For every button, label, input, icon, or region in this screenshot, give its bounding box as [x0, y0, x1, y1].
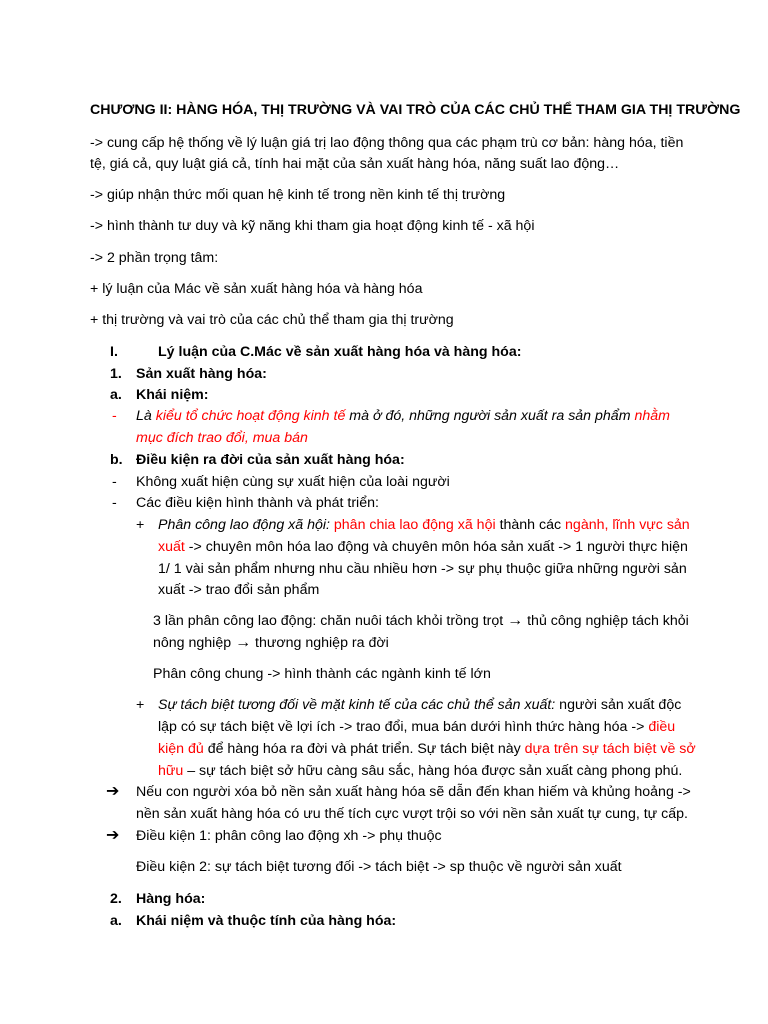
plus-bullet: + — [136, 517, 145, 533]
general-division-line: Phân công chung -> hình thành các ngành kinh tế lớn — [153, 666, 491, 682]
condition-summary-line: Điều kiện 2: sự tách biệt tương đối -> tách biệt -> sp thuộc về người sản xuất — [136, 859, 622, 875]
right-arrow-icon: → — [235, 634, 252, 651]
item-letter: a. — [110, 387, 122, 403]
item-letter: a. — [110, 913, 122, 929]
item-letter: b. — [110, 452, 123, 468]
condition-line: Không xuất hiện cùng sự xuất hiện của loài người — [136, 474, 450, 490]
division-line: Phân công lao động xã hội: phân chia lao động xã hội thành các ngành, lĩnh vực sản — [158, 517, 690, 533]
subsection-heading: Sản xuất hàng hóa: — [136, 366, 267, 382]
right-arrow-icon: ➔ — [106, 827, 120, 844]
intro-line: + thị trường và vai trò của các chủ thể tham gia thị trường — [90, 312, 454, 328]
definition-line: Là kiểu tổ chức hoạt động kinh tế mà ở đó, những người sản xuất ra sản phẩm nhằm — [136, 408, 670, 424]
separation-line: lập có sự tách biệt về lợi ích -> trao đổi, mua bán dưới hình thức hàng hóa -> điều — [158, 719, 676, 735]
separation-line: hữu – sự tách biệt sở hữu càng sâu sắc, hàng hóa được sản xuất càng phong phú. — [158, 763, 683, 779]
right-arrow-icon: → — [507, 612, 524, 629]
item-heading: Điều kiện ra đời của sản xuất hàng hóa: — [136, 452, 405, 468]
item-heading: Khái niệm: — [136, 387, 209, 403]
division-line: xuất -> chuyên môn hóa lao động và chuyên môn hóa sản xuất -> 1 người thực hiện — [158, 539, 688, 555]
intro-line: -> hình thành tư duy và kỹ năng khi tham gia hoạt động kinh tế - xã hội — [90, 218, 535, 234]
plus-bullet: + — [136, 697, 145, 713]
intro-line: -> giúp nhận thức mối quan hệ kinh tế trong nền kinh tế thị trường — [90, 187, 506, 203]
dash-bullet: - — [112, 495, 117, 511]
division-line: xuất -> trao đổi sản phẩm — [158, 582, 320, 598]
intro-line: -> 2 phần trọng tâm: — [90, 250, 219, 266]
definition-line: mục đích trao đổi, mua bán — [136, 430, 308, 446]
intro-line: -> cung cấp hệ thống về lý luận giá trị lao động thông qua các phạm trù cơ bản: hàng hóa, tiền — [90, 135, 684, 151]
separation-line: Sự tách biệt tương đối về mặt kinh tế của các chủ thể sản xuất: người sản xuất độc — [158, 697, 682, 713]
separation-line: kiện đủ để hàng hóa ra đời và phát triển. Sự tách biệt này dựa trên sự tách biệt về sở — [158, 741, 696, 757]
condition-summary-line: Điều kiện 1: phân công lao động xh -> phụ thuộc — [136, 828, 442, 844]
intro-line: + lý luận của Mác về sản xuất hàng hóa và hàng hóa — [90, 281, 423, 297]
subsection-number: 1. — [110, 366, 122, 382]
section-heading: Lý luận của C.Mác về sản xuất hàng hóa và hàng hóa: — [158, 344, 522, 360]
conclusion-line: nền sản xuất hàng hóa có ưu thế tích cực vượt trội so với nền sản xuất tự cung, tự cấp. — [136, 806, 688, 822]
subsection-heading: Hàng hóa: — [136, 891, 206, 907]
item-heading: Khái niệm và thuộc tính của hàng hóa: — [136, 913, 397, 929]
division-line: 1/ 1 vài sản phẩm nhưng nhu cầu nhiều hơn -> sự phụ thuộc giữa những người sản — [158, 561, 687, 577]
right-arrow-icon: ➔ — [106, 783, 120, 800]
three-divisions-line: 3 lần phân công lao động: chăn nuôi tách khỏi trồng trọt → thủ công nghiệp tách khỏi — [153, 612, 689, 629]
chapter-title: CHƯƠNG II: HÀNG HÓA, THỊ TRƯỜNG VÀ VAI TRÒ CỦA CÁC CHỦ THỂ THAM GIA THỊ TRƯỜNG — [90, 102, 741, 118]
dash-bullet: - — [112, 474, 117, 490]
subsection-number: 2. — [110, 891, 122, 907]
three-divisions-line: nông nghiệp → thương nghiệp ra đời — [153, 634, 389, 651]
section-number: I. — [110, 344, 118, 360]
condition-line: Các điều kiện hình thành và phát triển: — [136, 495, 379, 511]
dash-bullet: - — [112, 408, 117, 424]
intro-line: tệ, giá cả, quy luật giá cả, tính hai mặt của sản xuất hàng hóa, năng suất lao động… — [90, 156, 620, 172]
conclusion-line: Nếu con người xóa bỏ nền sản xuất hàng hóa sẽ dẫn đến khan hiếm và khủng hoảng -> — [136, 784, 691, 800]
